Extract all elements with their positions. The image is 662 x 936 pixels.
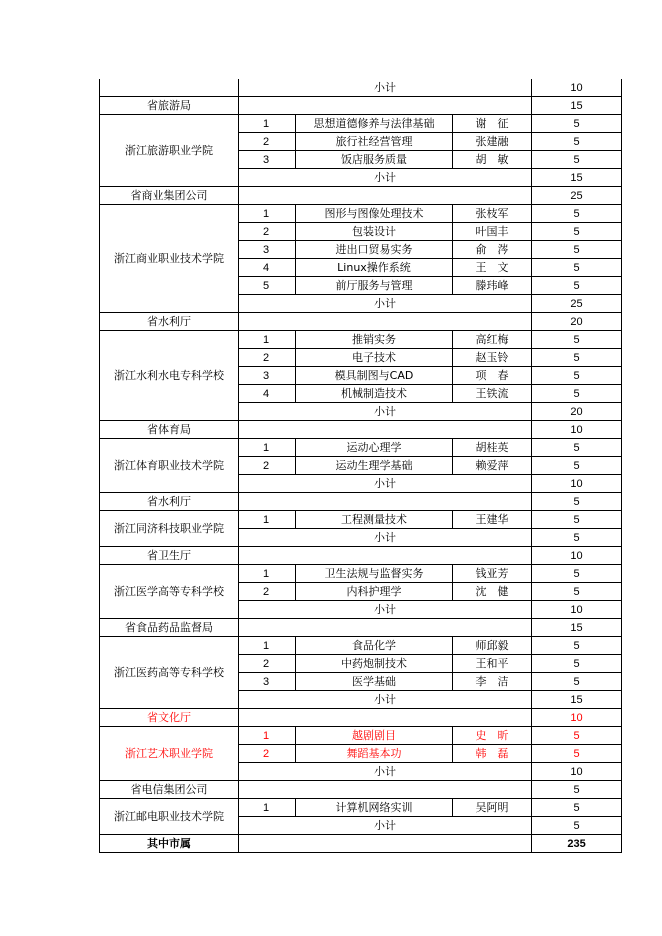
course-number: 3 [239,151,296,169]
course-name: 包装设计 [296,223,453,241]
department-name: 省食品药品监督局 [100,619,239,637]
teacher-name: 项 春 [453,367,532,385]
teacher-name: 王铁流 [453,385,532,403]
course-name: 模具制图与CAD [296,367,453,385]
department-row [100,547,622,565]
course-name: Linux操作系统 [296,259,453,277]
department-total: 5 [532,781,622,799]
subtotal-value: 10 [532,601,622,619]
course-hours: 5 [532,259,622,277]
course-name: 推销实务 [296,331,453,349]
school-name: 浙江旅游职业学院 [100,115,239,187]
course-hours: 5 [532,457,622,475]
school-name: 浙江医学高等专科学校 [100,565,239,619]
subtotal-value: 15 [532,169,622,187]
course-name: 旅行社经营管理 [296,133,453,151]
department-row [100,187,622,205]
subtotal-value: 5 [532,529,622,547]
teacher-name: 沈 健 [453,583,532,601]
course-row [100,727,622,745]
course-hours: 5 [532,727,622,745]
grand-total-row [100,835,622,853]
subtotal-label: 小计 [239,79,532,97]
course-name: 思想道德修养与法律基础 [296,115,453,133]
course-number: 2 [239,583,296,601]
subtotal-label: 小计 [239,763,532,781]
department-name: 省体育局 [100,421,239,439]
subtotal-label: 小计 [239,475,532,493]
course-name: 越剧剧目 [296,727,453,745]
department-row [100,781,622,799]
course-hours: 5 [532,655,622,673]
department-name: 省卫生厅 [100,547,239,565]
department-name: 省商业集团公司 [100,187,239,205]
school-name: 浙江艺术职业学院 [100,727,239,781]
course-number: 4 [239,385,296,403]
subtotal-label: 小计 [239,295,532,313]
subtotal-label: 小计 [239,403,532,421]
empty-cell [100,79,239,97]
course-hours: 5 [532,745,622,763]
teacher-name: 俞 涔 [453,241,532,259]
course-number: 1 [239,565,296,583]
teacher-name: 钱亚芳 [453,565,532,583]
course-allocation-table [99,79,622,853]
department-row [100,619,622,637]
grand-total-label: 其中市属 [100,835,239,853]
subtotal-value: 10 [532,475,622,493]
course-hours: 5 [532,133,622,151]
course-name: 进出口贸易实务 [296,241,453,259]
course-row [100,439,622,457]
course-name: 运动心理学 [296,439,453,457]
subtotal-value: 5 [532,817,622,835]
course-name: 医学基础 [296,673,453,691]
subtotal-value: 10 [532,763,622,781]
subtotal-label: 小计 [239,817,532,835]
department-name: 省旅游局 [100,97,239,115]
course-number: 2 [239,349,296,367]
teacher-name: 胡桂英 [453,439,532,457]
teacher-name: 赖爱萍 [453,457,532,475]
course-hours: 5 [532,205,622,223]
subtotal-label: 小计 [239,601,532,619]
course-name: 内科护理学 [296,583,453,601]
course-name: 食品化学 [296,637,453,655]
course-name: 图形与图像处理技术 [296,205,453,223]
course-number: 1 [239,511,296,529]
teacher-name: 史 昕 [453,727,532,745]
course-name: 前厅服务与管理 [296,277,453,295]
department-total: 10 [532,421,622,439]
course-number: 2 [239,133,296,151]
course-number: 1 [239,115,296,133]
course-hours: 5 [532,115,622,133]
subtotal-label: 小计 [239,691,532,709]
course-number: 2 [239,223,296,241]
course-number: 5 [239,277,296,295]
course-number: 2 [239,457,296,475]
course-number: 1 [239,439,296,457]
course-row [100,115,622,133]
grand-total-value: 235 [532,835,622,853]
department-row [100,97,622,115]
department-name: 省水利厅 [100,313,239,331]
department-total: 15 [532,619,622,637]
course-number: 1 [239,205,296,223]
course-hours: 5 [532,511,622,529]
course-hours: 5 [532,331,622,349]
course-name: 饭店服务质量 [296,151,453,169]
department-name: 省文化厅 [100,709,239,727]
course-row [100,331,622,349]
teacher-name: 张枝军 [453,205,532,223]
course-hours: 5 [532,673,622,691]
course-name: 电子技术 [296,349,453,367]
empty-cell [239,313,532,331]
course-hours: 5 [532,349,622,367]
course-hours: 5 [532,565,622,583]
department-name: 省电信集团公司 [100,781,239,799]
teacher-name: 赵玉铃 [453,349,532,367]
course-name: 中药炮制技术 [296,655,453,673]
course-row [100,637,622,655]
department-total: 25 [532,187,622,205]
teacher-name: 高红梅 [453,331,532,349]
teacher-name: 谢 征 [453,115,532,133]
course-name: 计算机网络实训 [296,799,453,817]
course-hours: 5 [532,367,622,385]
department-total: 10 [532,547,622,565]
subtotal-row [100,79,622,97]
empty-cell [239,835,532,853]
course-number: 1 [239,331,296,349]
course-row [100,511,622,529]
course-name: 运动生理学基础 [296,457,453,475]
school-name: 浙江邮电职业技术学院 [100,799,239,835]
subtotal-label: 小计 [239,529,532,547]
department-row [100,421,622,439]
department-row [100,709,622,727]
course-hours: 5 [532,277,622,295]
school-name: 浙江同济科技职业学院 [100,511,239,547]
empty-cell [239,187,532,205]
empty-cell [239,709,532,727]
empty-cell [239,421,532,439]
course-row [100,565,622,583]
course-name: 机械制造技术 [296,385,453,403]
course-number: 3 [239,673,296,691]
department-total: 20 [532,313,622,331]
empty-cell [239,619,532,637]
subtotal-label: 小计 [239,169,532,187]
subtotal-value: 10 [532,79,622,97]
teacher-name: 滕玮峰 [453,277,532,295]
course-hours: 5 [532,637,622,655]
course-number: 3 [239,241,296,259]
course-number: 1 [239,799,296,817]
teacher-name: 王 文 [453,259,532,277]
course-hours: 5 [532,583,622,601]
course-hours: 5 [532,151,622,169]
course-number: 1 [239,637,296,655]
teacher-name: 叶国丰 [453,223,532,241]
empty-cell [239,493,532,511]
course-row [100,799,622,817]
school-name: 浙江医药高等专科学校 [100,637,239,709]
empty-cell [239,781,532,799]
teacher-name: 师邱毅 [453,637,532,655]
subtotal-value: 20 [532,403,622,421]
teacher-name: 王和平 [453,655,532,673]
course-number: 4 [239,259,296,277]
school-name: 浙江水利水电专科学校 [100,331,239,421]
course-name: 卫生法规与监督实务 [296,565,453,583]
teacher-name: 王建华 [453,511,532,529]
teacher-name: 张建融 [453,133,532,151]
course-hours: 5 [532,385,622,403]
department-total: 10 [532,709,622,727]
school-name: 浙江体育职业技术学院 [100,439,239,493]
subtotal-value: 25 [532,295,622,313]
department-name: 省水利厅 [100,493,239,511]
teacher-name: 韩 磊 [453,745,532,763]
course-hours: 5 [532,223,622,241]
course-name: 工程测量技术 [296,511,453,529]
course-row [100,205,622,223]
department-total: 15 [532,97,622,115]
empty-cell [239,97,532,115]
course-number: 2 [239,655,296,673]
course-number: 2 [239,745,296,763]
teacher-name: 吴阿明 [453,799,532,817]
course-name: 舞蹈基本功 [296,745,453,763]
teacher-name: 胡 敏 [453,151,532,169]
course-number: 1 [239,727,296,745]
department-row [100,313,622,331]
department-total: 5 [532,493,622,511]
empty-cell [239,547,532,565]
teacher-name: 李 洁 [453,673,532,691]
school-name: 浙江商业职业技术学院 [100,205,239,313]
course-hours: 5 [532,439,622,457]
course-hours: 5 [532,241,622,259]
table-body [100,79,622,853]
subtotal-value: 15 [532,691,622,709]
course-number: 3 [239,367,296,385]
department-row [100,493,622,511]
course-hours: 5 [532,799,622,817]
